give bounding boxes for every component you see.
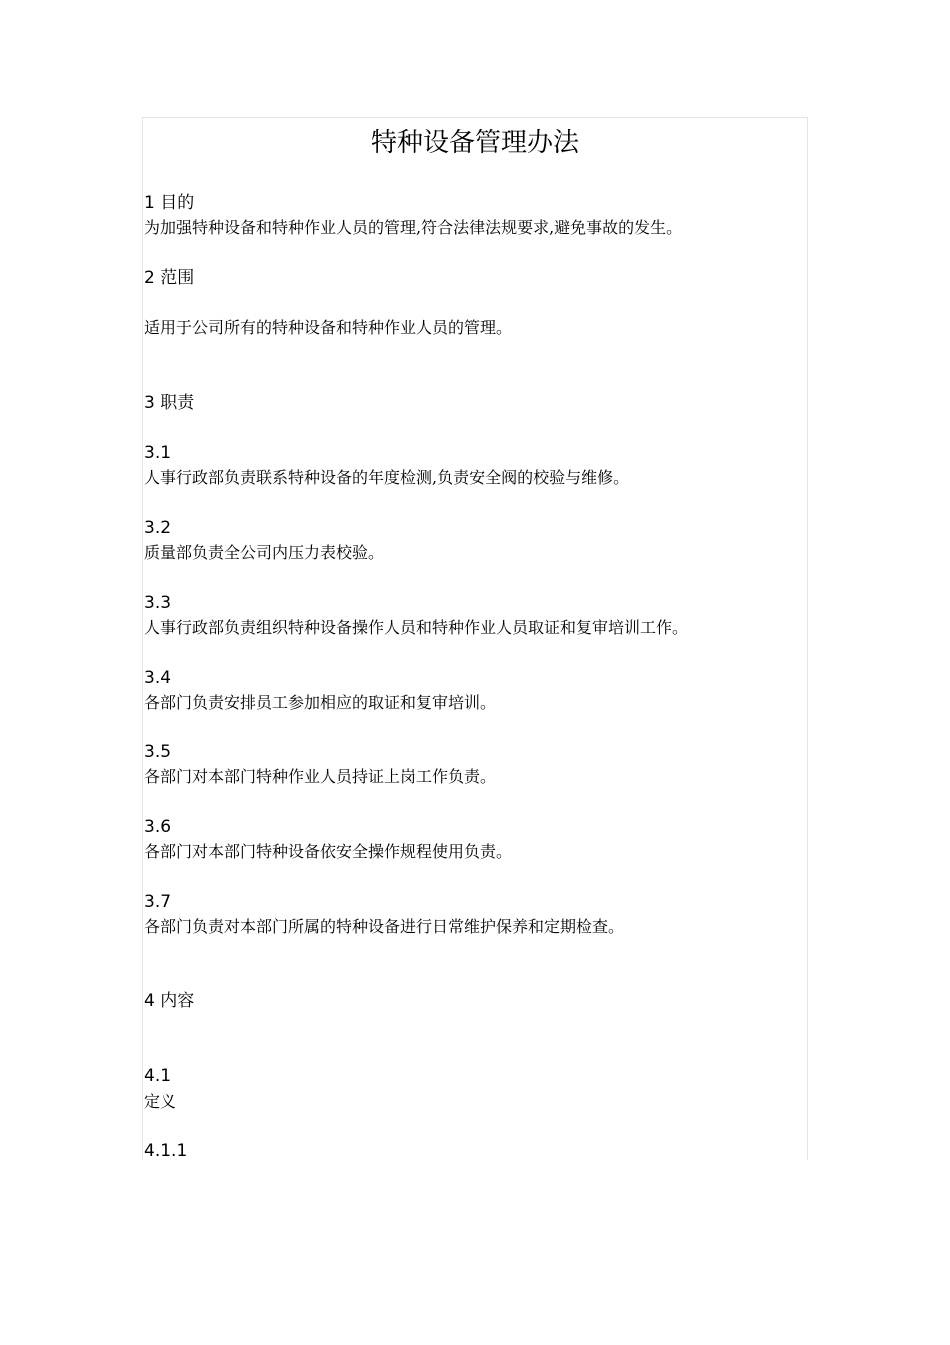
section-heading-purpose: 1 目的 bbox=[144, 193, 195, 213]
document-page bbox=[142, 117, 808, 1160]
clause-number-4-1-1: 4.1.1 bbox=[144, 1141, 188, 1160]
section-heading-scope: 2 范围 bbox=[144, 268, 195, 288]
paragraph-purpose: 为加强特种设备和特种作业人员的管理,符合法律法规要求,避免事故的发生。 bbox=[144, 218, 683, 237]
clause-text-3-1: 人事行政部负责联系特种设备的年度检测,负责安全阀的校验与维修。 bbox=[144, 468, 630, 487]
clause-text-3-2: 质量部负责全公司内压力表校验。 bbox=[144, 543, 385, 562]
section-heading-content: 4 内容 bbox=[144, 991, 195, 1011]
document-title: 特种设备管理办法 bbox=[370, 128, 579, 158]
clause-number-3-3: 3.3 bbox=[144, 593, 172, 613]
clause-text-3-7: 各部门负责对本部门所属的特种设备进行日常维护保养和定期检查。 bbox=[144, 917, 625, 936]
clause-text-3-5: 各部门对本部门特种作业人员持证上岗工作负责。 bbox=[144, 767, 497, 786]
clause-number-3-1: 3.1 bbox=[144, 443, 172, 463]
clause-number-4-1: 4.1 bbox=[144, 1066, 172, 1086]
section-heading-responsibilities: 3 职责 bbox=[144, 393, 195, 413]
clause-number-3-6: 3.6 bbox=[144, 817, 172, 837]
paragraph-scope: 适用于公司所有的特种设备和特种作业人员的管理。 bbox=[144, 318, 513, 337]
clause-text-3-6: 各部门对本部门特种设备依安全操作规程使用负责。 bbox=[144, 842, 513, 861]
clause-text-3-3: 人事行政部负责组织特种设备操作人员和特种作业人员取证和复审培训工作。 bbox=[144, 618, 689, 637]
clause-number-3-5: 3.5 bbox=[144, 742, 172, 762]
clause-number-3-2: 3.2 bbox=[144, 518, 172, 538]
clause-text-4-1: 定义 bbox=[144, 1092, 177, 1111]
clause-number-3-7: 3.7 bbox=[144, 892, 172, 912]
clause-number-3-4: 3.4 bbox=[144, 668, 172, 688]
clause-text-3-4: 各部门负责安排员工参加相应的取证和复审培训。 bbox=[144, 693, 497, 712]
